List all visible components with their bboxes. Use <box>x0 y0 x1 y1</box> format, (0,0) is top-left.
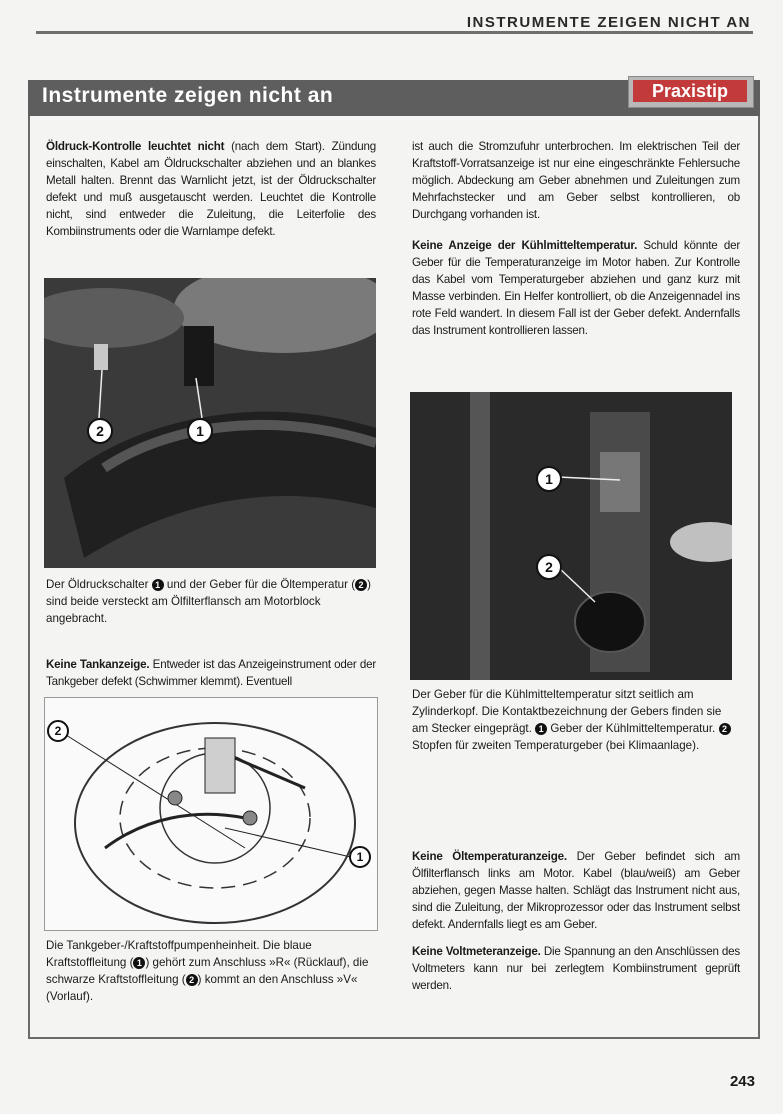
dot-1b: 1 <box>133 957 145 969</box>
photo-coolant-sender <box>410 392 732 680</box>
coolant-callout-1: 1 <box>536 466 562 492</box>
right-paragraph-tank-cont <box>412 138 740 349</box>
coolant-callout-2: 2 <box>536 554 562 580</box>
callout-2: 2 <box>87 418 113 444</box>
coolant-photo-art <box>410 392 732 680</box>
left-paragraph-tank <box>46 656 376 700</box>
drawing-callout-2: 2 <box>47 720 69 742</box>
dot-2: 2 <box>355 579 367 591</box>
tank-heading: Keine Tankanzeige. <box>46 658 150 671</box>
running-head: INSTRUMENTE ZEIGEN NICHT AN <box>466 14 751 31</box>
callout-1: 1 <box>187 418 213 444</box>
box-title: Instrumente zeigen nicht an <box>42 84 334 107</box>
dot-1: 1 <box>152 579 164 591</box>
tank-continued-text: ist auch die Stromzufuhr unterbrochen. Im elektrischen Teil der Kraftstoff-Vorratsanzeige ist nur eine eingeschränkte Fehlersuche möglich. Abdeckung am Geber abnehmen und Zuleitungen zum Mehrfachstecker und am Geber selbst kontrollieren, ob Durchgang vorhanden ist. <box>412 140 740 221</box>
praxistip-badge <box>628 76 754 108</box>
oiltemp-text: Der Geber befindet sich am Ölfilterflansch links am Motor. Kabel (blau/weiß) am Geber abziehen, gegen Masse halten. Schlägt das Instrument nicht aus, sind die Zuleitung, der Mikroprozessor oder das Instrument selbst defekt. Andernfalls liegt es am Geber. <box>412 850 741 931</box>
header-rule <box>36 31 753 34</box>
dot-2c: 2 <box>719 723 731 735</box>
photo-oil-switch <box>44 278 376 568</box>
voltmeter-heading: Keine Voltmeteranzeige. <box>412 945 541 958</box>
oil-text: (nach dem Start). Zündung einschalten, Kabel am Öldruckschalter abziehen und an blankes Metall halten. Brennt das Warnlicht jetzt, ist der Öldruckschalter defekt und muß ausgetauscht werden. Leuchtet die Kontrolle nicht, sind entweder die Zuleitung, die Leiterfolie des Kombiinstruments oder die Warnlampe defekt. <box>46 140 376 238</box>
dot-1c: 1 <box>535 723 547 735</box>
drawing-tank-sender <box>44 697 378 931</box>
coolant-text: Schuld könnte der Geber für die Temperaturanzeige im Motor haben. Zur Kontrolle das Kabel vom Temperaturgeber abziehen und ganz kurz mit Masse verbinden. Ein Helfer kontrolliert, ob die Anzeigennadel ins rote Feld wandert. In diesem Fall ist der Geber defekt. Andernfalls das Instrument kontrollieren lassen. <box>412 239 740 337</box>
coolant-heading: Keine Anzeige der Kühlmitteltemperatur. <box>412 239 638 252</box>
caption-tank-sender: Die Tankgeber-/Kraftstoffpumpenheinheit. Die blaue Kraftstoffleitung ( 1 ) gehört zum Anschluss »R« (Rücklauf), die schwarze Kraftstoffleitung ( 2 ) kommt an den Anschluss »V« (Vorlauf). <box>46 939 369 1003</box>
oil-heading: Öldruck-Kontrolle leuchtet nicht <box>46 140 225 153</box>
voltmeter-text: Die Spannung an den Anschlüssen des Voltmeters kann nur bei zerlegtem Kombiinstrument geprüft werden. <box>412 945 740 992</box>
dot-2b: 2 <box>186 974 198 986</box>
caption-coolant-sender: Der Geber für die Kühlmitteltemperatur sitzt seitlich am Zylinderkopf. Die Kontaktbezeichnung der Gebers finden sie am Stecker eingeprägt. 1 Geber der Kühlmitteltemperatur. 2 Stopfen für zweiten Temperaturgeber (bei Klimaanlage). <box>412 686 738 754</box>
drawing-callout-1: 1 <box>349 846 371 868</box>
page-number: 243 <box>729 1073 755 1090</box>
tank-text: Entweder ist das Anzeigeinstrument oder der Tankgeber defekt (Schwimmer klemmt). Eventuell <box>46 658 376 688</box>
left-paragraph-oil <box>46 138 376 250</box>
oiltemp-heading: Keine Öltemperaturanzeige. <box>412 850 567 863</box>
caption-oil-switch: Der Öldruckschalter 1 und der Geber für die Öltemperatur ( 2 ) sind beide versteckt am Ölfilterflansch am Motorblock angebracht. <box>46 578 371 625</box>
tank-drawing-art <box>45 698 377 930</box>
badge-label: Praxistip <box>633 80 747 102</box>
right-paragraphs-bottom <box>412 848 740 1004</box>
